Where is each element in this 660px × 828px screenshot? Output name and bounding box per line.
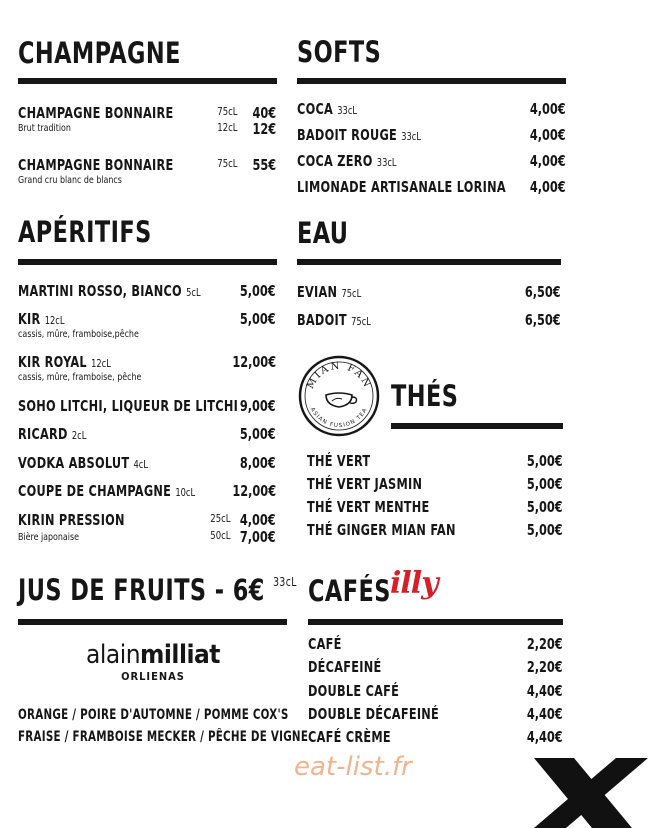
menu-item <box>308 635 563 657</box>
item-price: 12€ <box>252 120 276 138</box>
menu-item <box>18 104 276 144</box>
illy-logo: illy <box>390 566 438 601</box>
item-name: KIRIN PRESSION <box>18 511 125 529</box>
item-name: KIR ROYAL 12cL <box>18 353 111 371</box>
item-description: Bière japonaise <box>18 532 79 543</box>
menu-item <box>18 425 276 447</box>
menu-item <box>308 728 563 750</box>
mian-fan-logo <box>298 355 380 437</box>
aperitifs-divider <box>18 259 277 265</box>
item-volume: 75cL <box>351 315 371 328</box>
item-price: 2,20€ <box>527 635 563 653</box>
jus-volume: 33cL <box>273 575 297 589</box>
menu-item <box>18 482 276 504</box>
item-volume: 75cL <box>341 287 362 300</box>
menu-item <box>307 452 563 474</box>
watermark-text: eat-list.fr <box>294 752 412 782</box>
item-volume: 5cL <box>186 286 201 299</box>
menu-item <box>308 682 563 704</box>
item-name: CAFÉ <box>308 635 342 653</box>
item-size: 75cL <box>217 157 238 170</box>
item-name: DOUBLE DÉCAFEINÉ <box>308 705 440 723</box>
menu-item <box>297 126 566 148</box>
menu-item <box>297 283 561 305</box>
item-volume: 33cL <box>337 104 358 117</box>
item-volume: 10cL <box>175 486 196 499</box>
item-price: 5,00€ <box>240 282 276 300</box>
svg-text:MIAN FAN: MIAN FAN <box>305 360 373 391</box>
jus-divider <box>18 619 287 625</box>
thes-title: THÉS <box>391 379 459 413</box>
item-description: Grand cru blanc de blancs <box>18 175 122 186</box>
item-price: 4,00€ <box>530 126 566 144</box>
menu-item <box>18 397 276 419</box>
item-name: VODKA ABSOLUT 4cL <box>18 454 148 472</box>
aperitifs-title: APÉRITIFS <box>18 215 152 249</box>
eau-divider <box>297 259 561 265</box>
item-price: 2,20€ <box>527 658 563 676</box>
menu-item <box>18 511 276 551</box>
item-price: 12,00€ <box>232 482 276 500</box>
menu-item <box>307 498 563 520</box>
item-name: CHAMPAGNE BONNAIRE <box>18 156 174 174</box>
item-volume: 12cL <box>44 314 65 327</box>
champagne-title: CHAMPAGNE <box>18 36 181 70</box>
item-name: EVIAN 75cL <box>297 283 362 301</box>
item-name: DÉCAFEINÉ <box>308 658 382 676</box>
item-name: COCA 33cL <box>297 100 358 118</box>
menu-item <box>297 100 566 122</box>
item-price: 4,00€ <box>530 178 566 196</box>
item-name: THÉ VERT JASMIN <box>307 475 423 493</box>
item-price: 7,00€ <box>240 528 276 546</box>
item-price: 6,50€ <box>525 283 561 301</box>
item-price: 8,00€ <box>240 454 276 472</box>
softs-title: SOFTS <box>297 35 382 69</box>
item-name: THÉ VERT <box>307 452 371 470</box>
item-description: cassis, mûre, framboise, pêche <box>18 372 142 383</box>
jus-flavours-line: ORANGE / POIRE D'AUTOMNE / POMME COX'S <box>18 707 289 723</box>
item-price: 5,00€ <box>527 475 563 493</box>
jus-title: JUS DE FRUITS - 6€ $^{33cL}$ <box>18 573 297 607</box>
menu-item <box>18 282 276 304</box>
menu-item <box>297 152 566 174</box>
item-price: 6,50€ <box>525 311 561 329</box>
eau-title: EAU <box>297 216 349 250</box>
item-price: 4,40€ <box>527 682 563 700</box>
item-name: MARTINI ROSSO, BIANCO 5cL <box>18 282 201 300</box>
item-price: 4,40€ <box>527 728 563 746</box>
menu-item <box>18 454 276 476</box>
item-volume: 2cL <box>71 429 87 442</box>
menu-item <box>308 658 563 680</box>
item-size: 75cL <box>217 105 238 118</box>
item-volume: 4cL <box>133 458 148 471</box>
item-price: 5,00€ <box>527 452 563 470</box>
item-price: 5,00€ <box>240 310 276 328</box>
item-size: 50cL <box>210 529 231 542</box>
cross-mark-icon <box>520 758 660 828</box>
item-size: 12cL <box>217 121 238 134</box>
menu-item <box>18 156 276 196</box>
champagne-divider <box>18 78 277 84</box>
item-name: COCA ZERO 33cL <box>297 152 397 170</box>
item-name: SOHO LITCHI, LIQUEUR DE LITCHI <box>18 397 239 415</box>
softs-divider <box>297 78 566 84</box>
item-volume: 33cL <box>376 156 397 169</box>
item-name: KIR 12cL <box>18 310 65 328</box>
item-description: cassis, mûre, framboise,pêche <box>18 329 139 340</box>
cafes-divider <box>308 619 563 625</box>
menu-item <box>18 310 276 346</box>
item-size: 25cL <box>210 512 231 525</box>
menu-item <box>307 475 563 497</box>
menu-item <box>308 705 563 727</box>
menu-item <box>18 353 276 389</box>
item-price: 9,00€ <box>240 397 276 415</box>
item-price: 4,00€ <box>530 100 566 118</box>
item-name: THÉ VERT MENTHE <box>307 498 430 516</box>
jus-flavours-line: FRAISE / FRAMBOISE MECKER / PÊCHE DE VIGNE <box>18 729 309 745</box>
menu-item <box>297 178 566 200</box>
item-name: RICARD 2cL <box>18 425 87 443</box>
item-name: CAFÉ CRÈME <box>308 728 391 746</box>
item-name: COUPE DE CHAMPAGNE 10cL <box>18 482 196 500</box>
item-volume: 12cL <box>91 357 111 370</box>
item-name: LIMONADE ARTISANALE LORINA <box>297 178 506 196</box>
item-name: THÉ GINGER MIAN FAN <box>307 521 456 539</box>
item-price: 5,00€ <box>527 498 563 516</box>
item-volume: 33cL <box>401 130 421 143</box>
menu-item <box>297 311 561 333</box>
item-price: 40€ <box>252 104 276 122</box>
item-name: DOUBLE CAFÉ <box>308 682 400 700</box>
item-price: 4,00€ <box>240 511 276 529</box>
item-description: Brut tradition <box>18 123 71 134</box>
alain-milliat-logo: alainmilliat ORLIENAS <box>86 640 220 683</box>
item-name: BADOIT 75cL <box>297 311 371 329</box>
menu-item <box>307 521 563 543</box>
item-price: 4,00€ <box>530 152 566 170</box>
item-name: BADOIT ROUGE 33cL <box>297 126 421 144</box>
cafes-title: CAFÉS <box>308 574 391 608</box>
item-name: CHAMPAGNE BONNAIRE <box>18 104 174 122</box>
item-price: 5,00€ <box>527 521 563 539</box>
item-price: 55€ <box>252 156 276 174</box>
item-price: 4,40€ <box>527 705 563 723</box>
item-price: 12,00€ <box>232 353 276 371</box>
item-price: 5,00€ <box>240 425 276 443</box>
svg-text:ASIAN FUSION TEA: ASIAN FUSION TEA <box>308 406 370 430</box>
thes-divider <box>391 423 563 429</box>
